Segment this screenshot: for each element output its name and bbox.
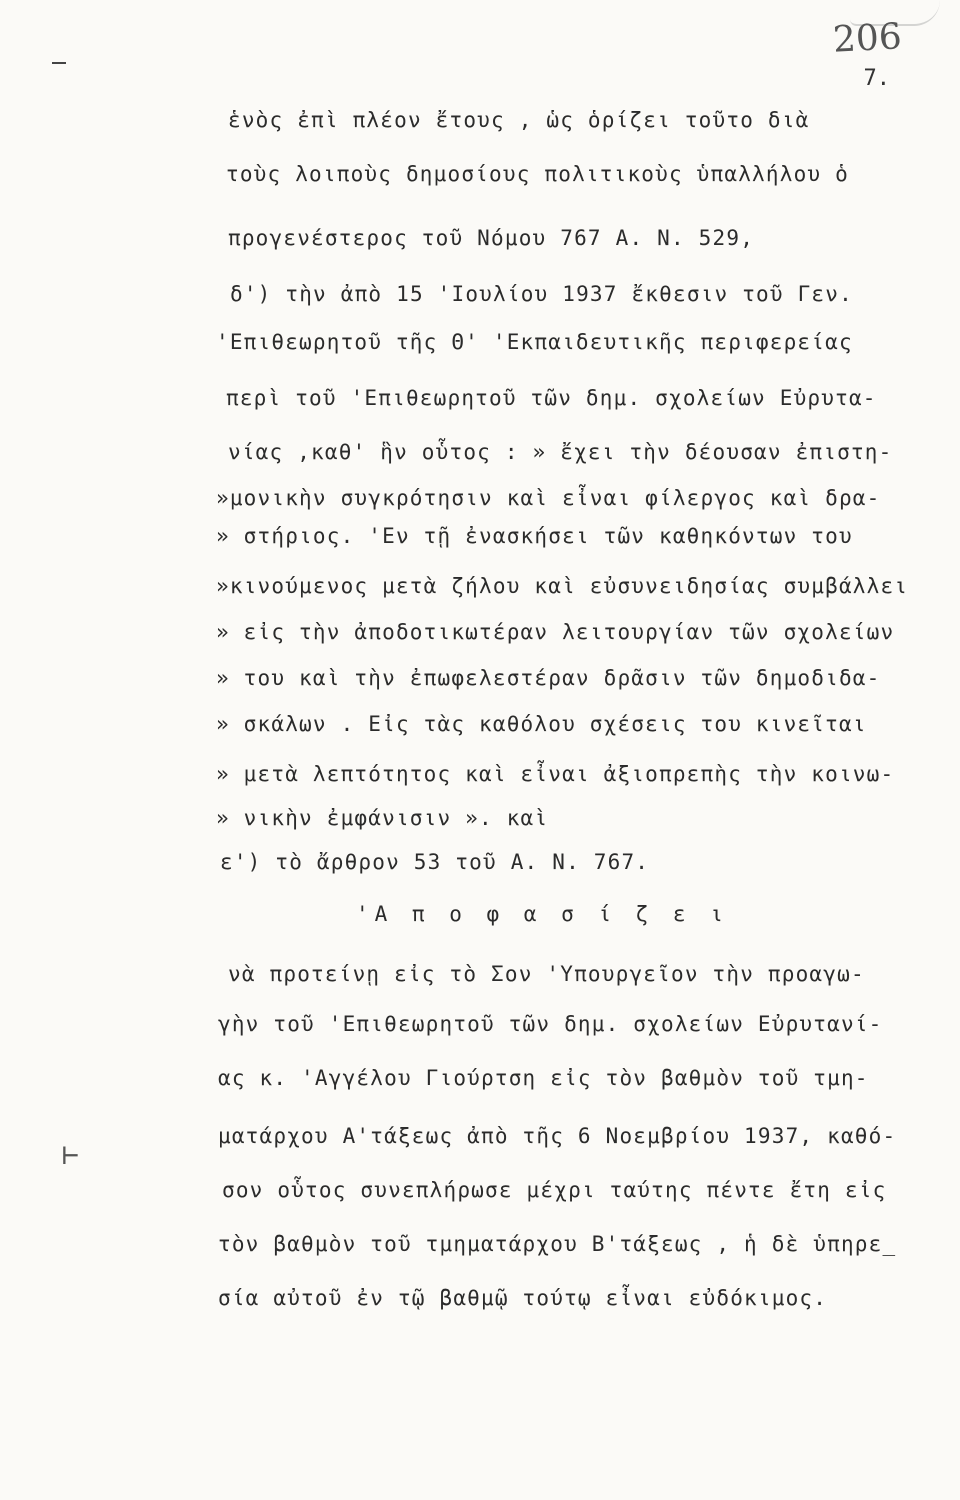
text-line: » στήριος. 'Εν τῇ ἐνασκήσει τῶν καθηκόντων του (216, 524, 853, 548)
decision-heading: 'Α π ο φ α σ ί ζ ε ι (356, 902, 729, 926)
text-line: ας κ. 'Αγγέλου Γιούρτση εἰς τὸν βαθμὸν τοῦ τμη- (218, 1066, 869, 1090)
text-line: νίας ,καθ' ἣν οὗτος : » ἔχει τὴν δέουσαν ἐπιστη- (228, 440, 893, 464)
text-line: »κινούμενος μετὰ ζήλου καὶ εὐσυνειδησίας συμβάλλει (216, 574, 909, 598)
text-line: ἑνὸς ἐπὶ πλέον ἔτους , ὡς ὁρίζει τοῦτο διὰ (228, 108, 810, 132)
text-line: νὰ προτείνῃ εἰς τὸ Σον 'Υπουργεῖον τὴν προαγω- (228, 962, 865, 986)
text-line: σία αὐτοῦ ἐν τῷ βαθμῷ τούτῳ εἶναι εὐδόκιμος. (218, 1286, 828, 1310)
text-line: » μετὰ λεπτότητος καὶ εἶναι ἀξιοπρεπὴς τὴν κοινω- (216, 762, 895, 786)
text-line: δ') τὴν ἀπὸ 15 'Ιουλίου 1937 ἔκθεσιν τοῦ Γεν. (230, 282, 853, 306)
text-line: » του καὶ τὴν ἐπωφελεστέραν δρᾶσιν τῶν δημοδιδα- (216, 666, 881, 690)
text-line: περὶ τοῦ 'Επιθεωρητοῦ τῶν δημ. σχολείων Εὐρυτα- (226, 386, 877, 410)
text-line: προγενέστερος τοῦ Νόμου 767 Α. Ν. 529, (228, 226, 755, 250)
margin-cross-mark: ⊢ (62, 1138, 79, 1171)
text-line: »μονικὴν συγκρότησιν καὶ εἶναι φίλεργος καὶ δρα- (216, 486, 881, 510)
text-line: » σκάλων . Εἰς τὰς καθόλου σχέσεις του κινεῖται (216, 712, 867, 736)
typed-page-number: 7. (863, 66, 890, 91)
text-line: τοὺς λοιποὺς δημοσίους πολιτικοὺς ὑπαλλήλου ὁ (226, 162, 849, 186)
text-line: σον οὗτος συνεπλήρωσε μέχρι ταύτης πέντε ἔτη εἰς (222, 1178, 887, 1202)
handwritten-page-number: 206 (832, 16, 904, 61)
text-line: γὴν τοῦ 'Επιθεωρητοῦ τῶν δημ. σχολείων Εὐρυτανί- (218, 1012, 883, 1036)
text-line: 'Επιθεωρητοῦ τῆς Θ' 'Εκπαιδευτικῆς περιφερείας (216, 330, 853, 354)
text-line: ματάρχου Α'τάξεως ἀπὸ τῆς 6 Νοεμβρίου 1937, καθό- (218, 1124, 897, 1148)
margin-dash-mark (52, 62, 66, 64)
text-line: ε') τὸ ἄρθρον 53 τοῦ Α. Ν. 767. (220, 850, 650, 874)
text-line: » νικὴν ἐμφάνισιν ». καὶ (216, 806, 549, 830)
text-line: τὸν βαθμὸν τοῦ τμηματάρχου Β'τάξεως , ἡ δὲ ὑπηρε_ (218, 1232, 897, 1256)
text-line: » εἰς τὴν ἀποδοτικωτέραν λειτουργίαν τῶν σχολείων (216, 620, 895, 644)
